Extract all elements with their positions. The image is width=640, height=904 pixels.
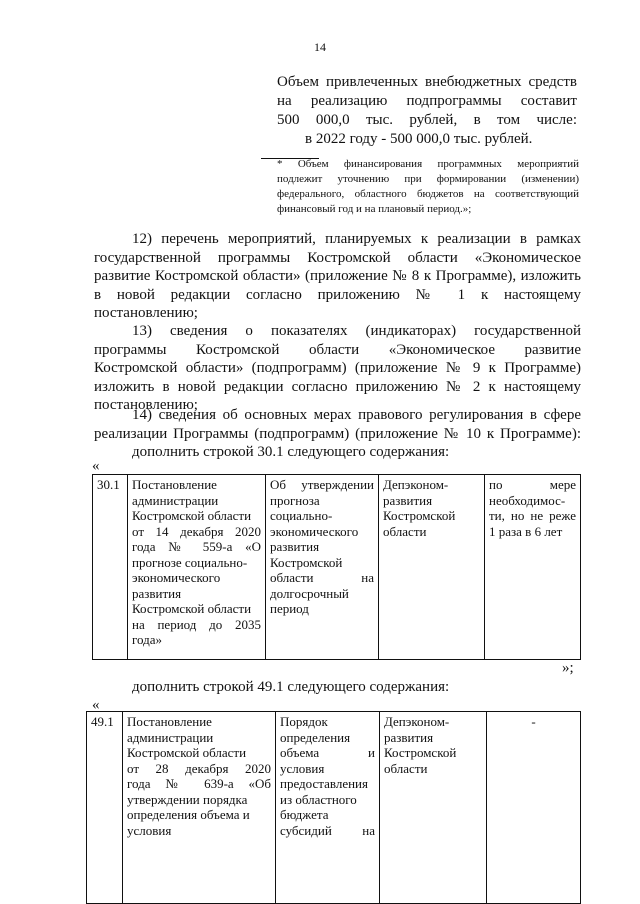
item-12-paragraph xyxy=(94,230,581,323)
cell-line: развития xyxy=(384,729,434,745)
closing-quote: »; xyxy=(562,660,574,676)
paragraph-line: в новой редакции согласно приложению № 1 к настоящему xyxy=(94,286,581,303)
cell-line: от 28 декабря 2020 xyxy=(127,760,271,776)
cell-line: Постановление xyxy=(132,477,217,492)
row-number: 49.1 xyxy=(91,714,114,729)
cell-line: Порядок xyxy=(280,714,328,729)
cell-line: субсидий на xyxy=(280,822,375,838)
cell-line: развития xyxy=(270,539,320,554)
table-row xyxy=(93,475,581,660)
funding-line: в 2022 году - 500 000,0 тыс. рублей. xyxy=(305,131,533,147)
cell-line: Костромской области xyxy=(132,508,252,523)
cell-line: предоставления xyxy=(280,776,368,791)
paragraph-line: реализации Программы (подпрограмм) (приложение № 10 к Программе): xyxy=(94,425,581,442)
row-number-cell xyxy=(87,712,123,904)
paragraph-line: дополнить строкой 49.1 следующего содержания: xyxy=(132,679,450,695)
cell-line: социально- xyxy=(270,508,333,523)
opening-quote: « xyxy=(92,697,100,713)
cell-line: года № 639-а «Об xyxy=(127,776,271,791)
footnote-line: федерального, областного бюджетов на соответствующий xyxy=(277,188,579,200)
deadline-cell xyxy=(485,475,581,660)
cell-line: года» xyxy=(132,632,163,647)
paragraph-line: 14) сведения об основных мерах правового регулирования в сфере xyxy=(132,407,581,423)
paragraph-line: 12) перечень мероприятий, планируемых к реализации в рамках xyxy=(132,231,581,247)
cell-line: администрации xyxy=(132,492,219,508)
cell-line: экономического xyxy=(132,570,221,585)
regulation-table-row-30-1 xyxy=(92,474,581,660)
cell-line: условия xyxy=(280,760,325,776)
paragraph-line: программы Костромской области «Экономическое развитие xyxy=(94,341,581,358)
cell-line: 1 раза в 6 лет xyxy=(489,523,563,539)
cell-line: администрации xyxy=(127,729,214,745)
executor-cell xyxy=(379,475,485,660)
cell-line: Костромской xyxy=(384,745,457,760)
footnote-line: финансовый год и на плановый период.»; xyxy=(277,203,472,215)
funding-line: 500 000,0 тыс. рублей, в том числе: xyxy=(277,112,577,128)
cell-line: Постановление xyxy=(127,714,212,729)
deadline-cell xyxy=(487,712,581,904)
footnote xyxy=(277,157,579,217)
row-number: 30.1 xyxy=(97,477,120,492)
footnote-line: подлежит уточнению при формировании (изменении) xyxy=(277,173,579,185)
cell-line: объема и xyxy=(280,745,375,760)
cell-line: области xyxy=(383,523,427,539)
cell-line: долгосрочный xyxy=(270,585,349,601)
cell-line: на период до 2035 xyxy=(132,616,261,632)
cell-line: по мере xyxy=(489,477,576,492)
paragraph-line: дополнить строкой 30.1 следующего содержания: xyxy=(132,444,450,460)
cell-line: - xyxy=(531,714,536,729)
cell-line: бюджета xyxy=(280,807,329,822)
cell-line: развития xyxy=(132,585,182,601)
executor-cell xyxy=(380,712,487,904)
funding-block xyxy=(277,73,577,149)
cell-line: Об утверждении xyxy=(270,477,374,492)
footnote-line: * Объем финансирования программных мероприятий xyxy=(277,158,579,170)
item-14-paragraph xyxy=(94,406,581,462)
cell-line: Костромской области xyxy=(127,745,247,760)
cell-line: от 14 декабря 2020 xyxy=(132,523,261,539)
page-number: 14 xyxy=(314,40,326,54)
subject-cell xyxy=(266,475,379,660)
row-number-cell xyxy=(93,475,128,660)
cell-line: Костромской области xyxy=(132,601,252,616)
cell-line: области на xyxy=(270,570,374,585)
cell-line: области xyxy=(384,760,428,776)
cell-line: Костромской xyxy=(383,508,456,523)
row-49-intro xyxy=(132,678,572,697)
cell-line: определения объема и xyxy=(127,807,250,822)
cell-line: года № 559-а «О xyxy=(132,539,261,554)
funding-line: на реализацию подпрограммы составит xyxy=(277,93,577,109)
cell-line: необходимос- xyxy=(489,492,566,508)
table-row xyxy=(87,712,581,904)
regulation-table-row-49-1 xyxy=(86,711,581,904)
paragraph-line: постановлению; xyxy=(94,305,198,321)
cell-line: утверждении порядка xyxy=(127,791,248,807)
cell-line: прогнозе социально- xyxy=(132,554,248,570)
cell-line: прогноза xyxy=(270,492,320,508)
cell-line: ти, но не реже xyxy=(489,508,576,523)
paragraph-line: Костромской области» (подпрограмм) (приложение № 9 к Программе) xyxy=(94,360,581,376)
cell-line: развития xyxy=(383,492,433,508)
cell-line: экономического xyxy=(270,523,359,539)
cell-line: Костромской xyxy=(270,554,343,570)
paragraph-line: постановлению; xyxy=(94,397,198,413)
act-cell xyxy=(123,712,276,904)
cell-line: Депэконом- xyxy=(384,714,450,729)
cell-line: Депэконом- xyxy=(383,477,449,492)
cell-line: определения xyxy=(280,729,351,745)
paragraph-line: государственной программы Костромской области «Экономическое xyxy=(94,249,581,266)
opening-quote: « xyxy=(92,458,100,474)
cell-line: условия xyxy=(127,822,172,838)
paragraph-line: изложить в новой редакции согласно приложению № 2 к настоящему xyxy=(94,378,581,395)
cell-line: из областного xyxy=(280,791,357,807)
item-13-paragraph xyxy=(94,322,581,415)
funding-line: Объем привлеченных внебюджетных средств xyxy=(277,74,577,90)
subject-cell xyxy=(276,712,380,904)
act-cell xyxy=(128,475,266,660)
cell-line: период xyxy=(270,601,309,616)
paragraph-line: развитие Костромской области» (приложение № 8 к Программе), изложить xyxy=(94,268,581,284)
paragraph-line: 13) сведения о показателях (индикаторах) государственной xyxy=(132,323,581,339)
